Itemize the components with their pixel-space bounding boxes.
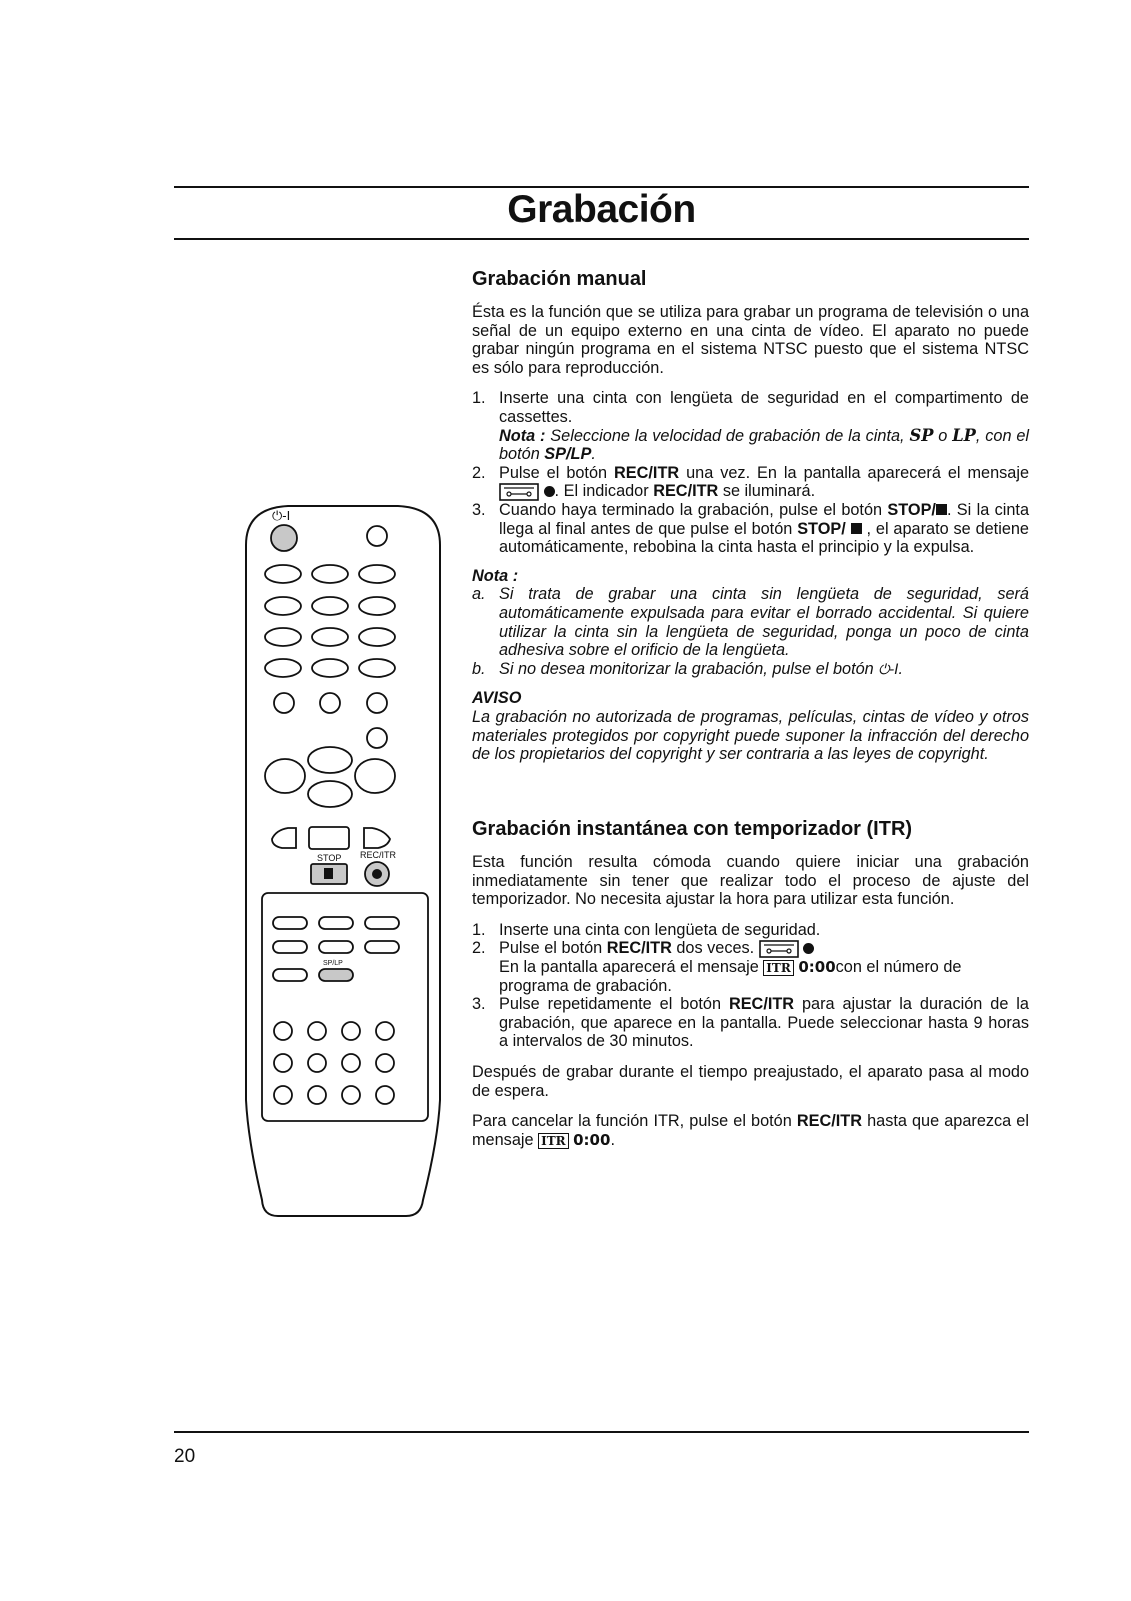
aviso-text: La grabación no autorizada de programas, películas, cintas de vídeo y otros materiales protegidos por copyright puede suponer la infracción del derecho de los propietarios del copyright y ser contraria a las leyes de copyright. bbox=[472, 707, 1029, 764]
aviso-label: AVISO bbox=[472, 689, 522, 708]
itr-step-3: 3. Pulse repetidamente el botón REC/ITR para ajustar la duración de la grabación, que aparece en la pantalla. Puede seleccionar hasta 9 horas a intervalos de 30 minutos. bbox=[472, 995, 1029, 1051]
power-button bbox=[271, 525, 297, 551]
itr-icon: ITR bbox=[538, 1133, 569, 1149]
sp-lp-button bbox=[319, 969, 353, 981]
footer-rule bbox=[174, 1431, 1029, 1433]
record-dot-icon bbox=[803, 943, 814, 954]
manual-steps bbox=[472, 389, 1029, 556]
power-icon: ⏻-I bbox=[272, 508, 291, 523]
itr-cancel: Para cancelar la función ITR, pulse el botón REC/ITR hasta que aparezca el mensaje ITR 0:00. bbox=[472, 1112, 1029, 1149]
stop-label: STOP bbox=[317, 853, 342, 863]
cassette-icon bbox=[759, 940, 799, 958]
play-button bbox=[309, 827, 349, 849]
remote-control-illustration bbox=[238, 500, 448, 1230]
title-rule bbox=[174, 238, 1029, 240]
itr-step-2: 2. Pulse el botón REC/ITR dos veces. En la pantalla aparecerá el mensaje ITR 0:00con el número de programa de grabación. bbox=[472, 939, 962, 995]
manual-step-1: 1. Inserte una cinta con lengüeta de seguridad en el compartimento de cassettes. Nota : Seleccione la velocidad de grabación de la cinta, SP o LP, con el botón SP/LP. bbox=[472, 389, 1030, 464]
nota-item-a: a. Si trata de grabar una cinta sin lengüeta de seguridad, será automáticamente expulsada para evitar el borrado accidental. Si quiere utilizar la cinta sin la lengüeta de seguridad, ponga un poco de cinta adhesiva sobre el orificio de la lengüeta. bbox=[472, 585, 1029, 660]
page-title: Grabación bbox=[507, 188, 696, 231]
section-itr bbox=[472, 817, 1029, 1149]
rec-icon bbox=[372, 869, 382, 879]
rec-itr-label: REC/ITR bbox=[360, 850, 396, 860]
clock-display: 0:00 bbox=[798, 958, 836, 977]
itr-intro: Esta función resulta cómoda cuando quiere iniciar una grabación inmediatamente sin tener que realizar todo el proceso de ajuste del temporizador. No necesita ajustar la hora para utilizar esta función. bbox=[472, 853, 1029, 909]
note-label: Nota : bbox=[499, 426, 546, 445]
itr-steps bbox=[472, 921, 1029, 1051]
stop-square-icon bbox=[936, 504, 947, 515]
itr-icon: ITR bbox=[763, 960, 794, 976]
nota-item-b: b. Si no desea monitorizar la grabación, pulse el botón ⏻-I. bbox=[472, 659, 904, 678]
record-dot-icon bbox=[544, 486, 555, 497]
page-number: 20 bbox=[174, 1446, 196, 1467]
clock-display: 0:00 bbox=[573, 1130, 611, 1149]
sp-lp-label: SP/LP bbox=[323, 960, 343, 967]
remote-button-top-right bbox=[367, 526, 387, 546]
itr-step-1: 1. Inserte una cinta con lengüeta de seguridad. bbox=[472, 920, 821, 939]
section-heading-manual: Grabación manual bbox=[472, 268, 647, 290]
manual-step-2: 2. Pulse el botón REC/ITR una vez. En la pantalla aparecerá el mensaje . El indicador REC/ITR se iluminará. bbox=[472, 463, 1030, 501]
stop-square-icon bbox=[851, 523, 862, 534]
power-icon: ⏻-I bbox=[878, 661, 899, 678]
nota-label: Nota : bbox=[472, 566, 519, 585]
section-heading-itr: Grabación instantánea con temporizador (ITR) bbox=[472, 818, 913, 840]
stop-icon bbox=[324, 868, 333, 879]
nota-list bbox=[472, 585, 1029, 679]
sp-badge: SP bbox=[909, 425, 934, 445]
manual-intro: Ésta es la función que se utiliza para grabar un programa de televisión o una señal de un equipo externo en una cinta de vídeo. El aparato no puede grabar ningún programa en el sistema NTSC puesto que el sistema NTSC es sólo para reproducción. bbox=[472, 303, 1029, 377]
section-manual bbox=[472, 267, 1029, 764]
lp-badge: LP bbox=[952, 425, 976, 445]
manual-step-3: 3. Cuando haya terminado la grabación, pulse el botón STOP/ . Si la cinta llega al final antes de que pulse el botón STOP/ , el aparato se detiene automáticamente, rebobina la cinta hasta el principio y la expulsa. bbox=[472, 501, 1029, 557]
cassette-icon bbox=[499, 483, 539, 501]
itr-after: Después de grabar durante el tiempo preajustado, el aparato pasa al modo de espera. bbox=[472, 1063, 1029, 1100]
transport-buttons bbox=[272, 827, 390, 849]
